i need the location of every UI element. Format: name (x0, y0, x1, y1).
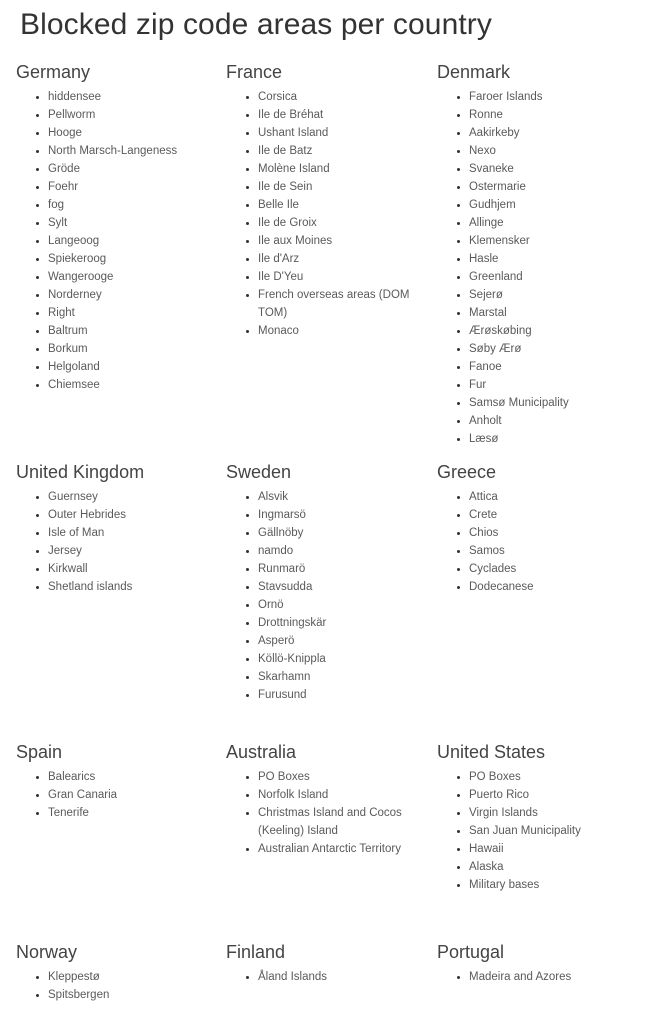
country-heading: Spain (16, 742, 63, 762)
area-item: • Asperö (258, 632, 426, 650)
area-item: • Samsø Municipality (469, 394, 637, 412)
area-item: • San Juan Municipality (469, 822, 637, 840)
area-item: • Ile de Batz (258, 142, 426, 160)
area-item: • Gran Canaria (48, 786, 216, 804)
country-section-portugal (437, 940, 637, 986)
area-item: • Sylt (48, 214, 216, 232)
country-heading: Portugal (437, 942, 505, 962)
area-list (437, 488, 637, 596)
area-item: • Ile de Groix (258, 214, 426, 232)
area-item: • Søby Ærø (469, 340, 637, 358)
area-item: • Attica (469, 488, 637, 506)
area-item: • Wangerooge (48, 268, 216, 286)
area-item: • Aakirkeby (469, 124, 637, 142)
country-heading: Norway (16, 942, 78, 962)
area-item: • Ostermarie (469, 178, 637, 196)
area-item: • Foehr (48, 178, 216, 196)
area-list (437, 88, 637, 448)
country-section-norway (16, 940, 216, 1004)
area-item: • Chios (469, 524, 637, 542)
area-item: • Molène Island (258, 160, 426, 178)
area-item: • Madeira and Azores (469, 968, 637, 986)
area-item: • Læsø (469, 430, 637, 448)
area-item: • Crete (469, 506, 637, 524)
country-section-germany (16, 60, 216, 394)
area-item: • Köllö-Knippla (258, 650, 426, 668)
area-item: • Jersey (48, 542, 216, 560)
area-item: • Gällnöby (258, 524, 426, 542)
area-item: • Christmas Island and Cocos (Keeling) Island (258, 804, 426, 840)
country-section-united-kingdom (16, 460, 216, 596)
area-item: • Åland Islands (258, 968, 426, 986)
area-list (226, 768, 426, 858)
area-item: • Drottningskär (258, 614, 426, 632)
area-item: • Isle of Man (48, 524, 216, 542)
area-item: • Anholt (469, 412, 637, 430)
area-item: • Chiemsee (48, 376, 216, 394)
area-item: • Borkum (48, 340, 216, 358)
area-item: • Norderney (48, 286, 216, 304)
area-list (16, 968, 216, 1004)
country-heading: Sweden (226, 462, 292, 482)
country-heading: Denmark (437, 62, 511, 82)
area-item: • Ile D'Yeu (258, 268, 426, 286)
area-item: • Greenland (469, 268, 637, 286)
area-item: • Alsvik (258, 488, 426, 506)
area-item: • Tenerife (48, 804, 216, 822)
area-item: • Spiekeroog (48, 250, 216, 268)
area-item: • Puerto Rico (469, 786, 637, 804)
area-item: • French overseas areas (DOM TOM) (258, 286, 426, 322)
country-section-spain (16, 740, 216, 822)
area-item: • Allinge (469, 214, 637, 232)
area-list (437, 968, 637, 986)
area-item: • Virgin Islands (469, 804, 637, 822)
area-item: • Baltrum (48, 322, 216, 340)
area-item: • PO Boxes (258, 768, 426, 786)
area-item: • Sejerø (469, 286, 637, 304)
area-item: • Faroer Islands (469, 88, 637, 106)
area-item: • Ile d'Arz (258, 250, 426, 268)
area-item: • Ile de Bréhat (258, 106, 426, 124)
area-item: • PO Boxes (469, 768, 637, 786)
area-item: • Runmarö (258, 560, 426, 578)
area-item: • Fur (469, 376, 637, 394)
country-section-united-states (437, 740, 637, 894)
area-item: • Monaco (258, 322, 426, 340)
country-heading: Finland (226, 942, 286, 962)
area-item: • Kirkwall (48, 560, 216, 578)
area-item: • hiddensee (48, 88, 216, 106)
area-item: • Ushant Island (258, 124, 426, 142)
area-item: • Ærøskøbing (469, 322, 637, 340)
area-item: • North Marsch-Langeness (48, 142, 216, 160)
area-item: • Spitsbergen (48, 986, 216, 1004)
page-title: Blocked zip code areas per country (20, 8, 492, 41)
area-item: • Samos (469, 542, 637, 560)
area-item: • Dodecanese (469, 578, 637, 596)
area-item: • Ile de Sein (258, 178, 426, 196)
area-item: • Klemensker (469, 232, 637, 250)
area-item: • Langeoog (48, 232, 216, 250)
country-section-france (226, 60, 426, 340)
area-item: • Belle Ile (258, 196, 426, 214)
area-list (16, 88, 216, 394)
country-heading: Germany (16, 62, 91, 82)
area-item: • Ingmarsö (258, 506, 426, 524)
country-section-finland (226, 940, 426, 986)
area-item: • Ile aux Moines (258, 232, 426, 250)
area-item: • Corsica (258, 88, 426, 106)
area-list (226, 968, 426, 986)
area-item: • fog (48, 196, 216, 214)
area-item: • Australian Antarctic Territory (258, 840, 426, 858)
area-list (437, 768, 637, 894)
country-heading: Australia (226, 742, 297, 762)
area-item: • Norfolk Island (258, 786, 426, 804)
area-item: • Outer Hebrides (48, 506, 216, 524)
area-item: • Svaneke (469, 160, 637, 178)
area-item: • Nexo (469, 142, 637, 160)
country-section-greece (437, 460, 637, 596)
area-item: • Gudhjem (469, 196, 637, 214)
area-list (16, 488, 216, 596)
country-section-australia (226, 740, 426, 858)
area-list (16, 768, 216, 822)
area-item: • Shetland islands (48, 578, 216, 596)
area-item: • Helgoland (48, 358, 216, 376)
area-item: • Hasle (469, 250, 637, 268)
area-item: • Pellworm (48, 106, 216, 124)
area-list (226, 488, 426, 704)
area-item: • Marstal (469, 304, 637, 322)
country-heading: United States (437, 742, 546, 762)
area-item: • Hawaii (469, 840, 637, 858)
area-item: • Ronne (469, 106, 637, 124)
area-item: • Right (48, 304, 216, 322)
area-item: • Hooge (48, 124, 216, 142)
area-item: • Ornö (258, 596, 426, 614)
country-section-sweden (226, 460, 426, 704)
area-list (226, 88, 426, 340)
country-section-denmark (437, 60, 637, 448)
area-item: • Kleppestø (48, 968, 216, 986)
area-item: • Cyclades (469, 560, 637, 578)
area-item: • Furusund (258, 686, 426, 704)
area-item: • Guernsey (48, 488, 216, 506)
area-item: • Skarhamn (258, 668, 426, 686)
area-item: • Stavsudda (258, 578, 426, 596)
area-item: • Alaska (469, 858, 637, 876)
area-item: • Fanoe (469, 358, 637, 376)
country-heading: Greece (437, 462, 497, 482)
area-item: • Gröde (48, 160, 216, 178)
country-heading: United Kingdom (16, 462, 145, 482)
country-heading: France (226, 62, 283, 82)
area-item: • Military bases (469, 876, 637, 894)
area-item: • Balearics (48, 768, 216, 786)
area-item: • namdo (258, 542, 426, 560)
